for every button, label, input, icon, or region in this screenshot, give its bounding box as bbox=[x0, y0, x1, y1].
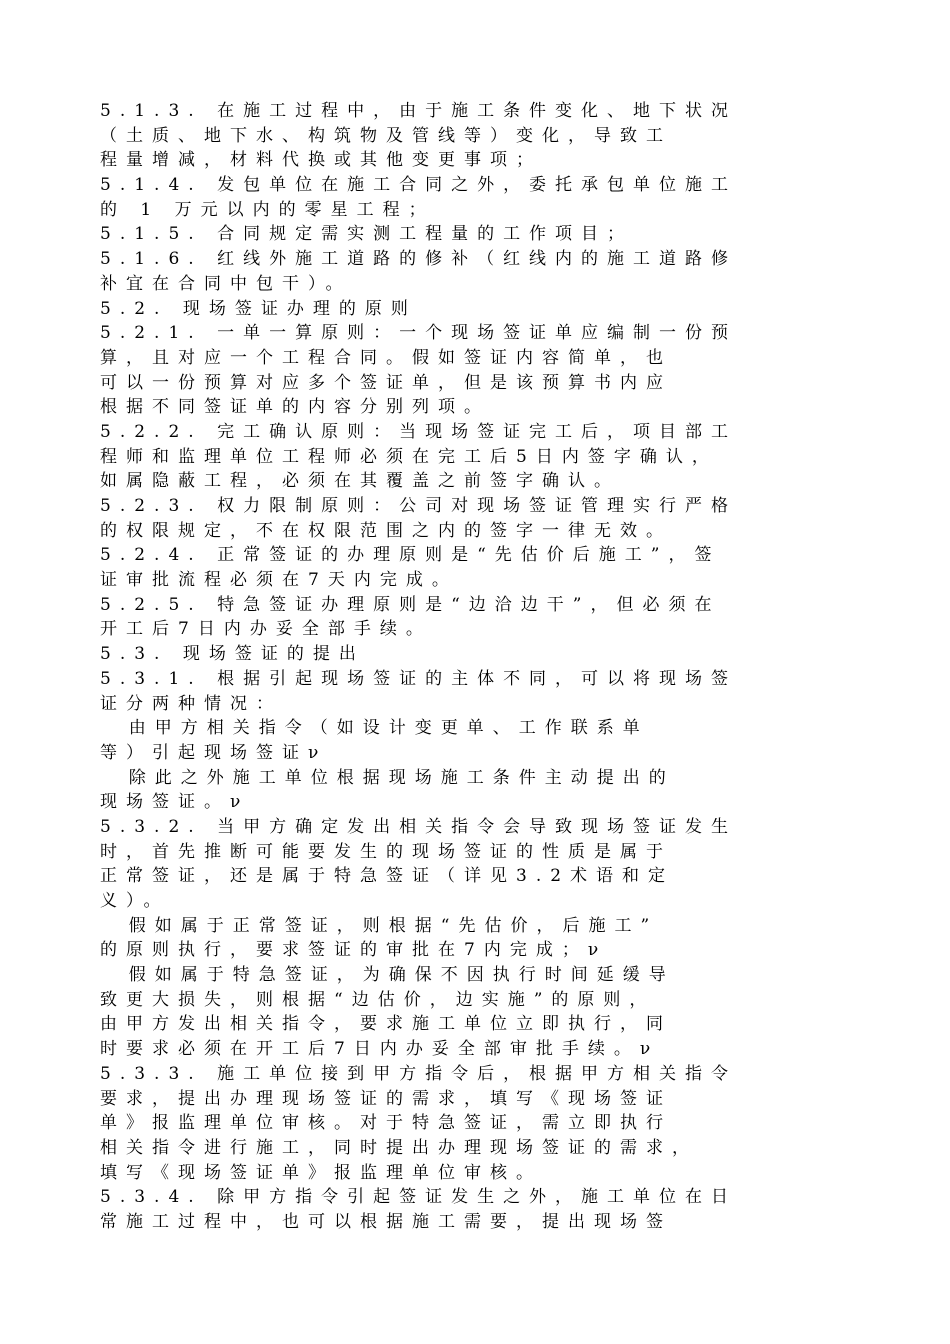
text-line: 由甲方相关指令（如设计变更单、工作联系单 bbox=[100, 718, 649, 739]
text-line: 算，且对应一个工程合同。假如签证内容简单，也 bbox=[100, 347, 672, 368]
text-line: 5.3. 现场签证的提出 bbox=[100, 644, 365, 665]
text-line: 相关指令进行施工，同时提出办理现场签证的需求， bbox=[100, 1137, 698, 1158]
text-line: 程量增减，材料代换或其他变更事项； bbox=[100, 150, 542, 171]
text-line: 证审批流程必须在7天内完成。 bbox=[100, 570, 458, 591]
text-line: 填写《现场签证单》报监理单位审核。 bbox=[100, 1162, 542, 1183]
text-line: 现场签证。ν bbox=[100, 792, 250, 813]
text-line: 证分两种情况： bbox=[100, 693, 282, 714]
text-line: 义）。 bbox=[100, 891, 170, 911]
text-line: 除此之外施工单位根据现场施工条件主动提出的 bbox=[100, 767, 675, 788]
text-line: 致更大损失，则根据“边估价，边实施”的原则， bbox=[100, 989, 656, 1010]
text-line: 5.2. 现场签证办理的原则 bbox=[100, 298, 417, 319]
text-line: 如属隐蔽工程，必须在其覆盖之前签字确认。 bbox=[100, 471, 620, 492]
text-line: 5.1.6. 红线外施工道路的修补（红线内的施工道路修 bbox=[100, 249, 738, 270]
text-line: 正常签证，还是属于特急签证（详见3.2术语和定 bbox=[100, 866, 675, 887]
text-line: 开工后7日内办妥全部手续。 bbox=[100, 619, 432, 640]
text-line: 的权限规定，不在权限范围之内的签字一律无效。 bbox=[100, 520, 672, 541]
text-line: 时要求必须在开工后7日内办妥全部审批手续。ν bbox=[100, 1039, 660, 1060]
text-line: 5.2.3. 权力限制原则：公司对现场签证管理实行严格 bbox=[100, 496, 738, 516]
text-line: 根据不同签证单的内容分别列项。 bbox=[100, 397, 490, 418]
text-line: 5.3.4. 除甲方指令引起签证发生之外，施工单位在日 bbox=[100, 1187, 738, 1208]
text-line: 5.1.3. 在施工过程中，由于施工条件变化、地下状况 bbox=[100, 101, 738, 121]
text-line: 的 1 万元以内的零星工程； bbox=[100, 199, 435, 220]
text-line: 可以一份预算对应多个签证单，但是该预算书内应 bbox=[100, 372, 672, 393]
text-line: 5.2.2. 完工确认原则：当现场签证完工后，项目部工 bbox=[100, 421, 738, 442]
text-line: 常施工过程中，也可以根据施工需要，提出现场签 bbox=[100, 1211, 672, 1232]
text-line: （土质、地下水、构筑物及管线等）变化，导致工 bbox=[100, 125, 672, 146]
text-line: 5.2.4. 正常签证的办理原则是“先估价后施工”，签 bbox=[100, 545, 721, 566]
text-line: 时，首先推断可能要发生的现场签证的性质是属于 bbox=[100, 841, 672, 862]
text-line: 假如属于正常签证，则根据“先估价，后施工” bbox=[100, 915, 659, 936]
text-line: 的原则执行，要求签证的审批在7内完成；ν bbox=[100, 940, 608, 961]
text-line: 5.3.2. 当甲方确定发出相关指令会导致现场签证发生 bbox=[100, 816, 738, 837]
document-body bbox=[100, 99, 880, 1235]
text-line: 要求，提出办理现场签证的需求，填写《现场签证 bbox=[100, 1088, 672, 1109]
text-line: 由甲方发出相关指令，要求施工单位立即执行，同 bbox=[100, 1014, 672, 1035]
text-line: 5.1.4. 发包单位在施工合同之外，委托承包单位施工 bbox=[100, 175, 738, 196]
text-line: 假如属于特急签证，为确保不因执行时间延缓导 bbox=[100, 965, 675, 986]
text-line: 补宜在合同中包干）。 bbox=[100, 273, 352, 294]
text-line: 5.3.3. 施工单位接到甲方指令后，根据甲方相关指令 bbox=[100, 1063, 738, 1084]
text-line: 程师和监理单位工程师必须在完工后5日内签字确认， bbox=[100, 446, 718, 467]
text-line: 等）引起现场签证ν bbox=[100, 742, 328, 763]
text-line: 5.1.5. 合同规定需实测工程量的工作项目； bbox=[100, 224, 634, 245]
text-line: 5.2.1. 一单一算原则：一个现场签证单应编制一份预 bbox=[100, 323, 738, 344]
text-line: 5.2.5. 特急签证办理原则是“边洽边干”，但必须在 bbox=[100, 594, 721, 615]
text-line: 单》报监理单位审核。对于特急签证，需立即执行 bbox=[100, 1113, 672, 1134]
text-line: 5.3.1. 根据引起现场签证的主体不同，可以将现场签 bbox=[100, 668, 738, 689]
